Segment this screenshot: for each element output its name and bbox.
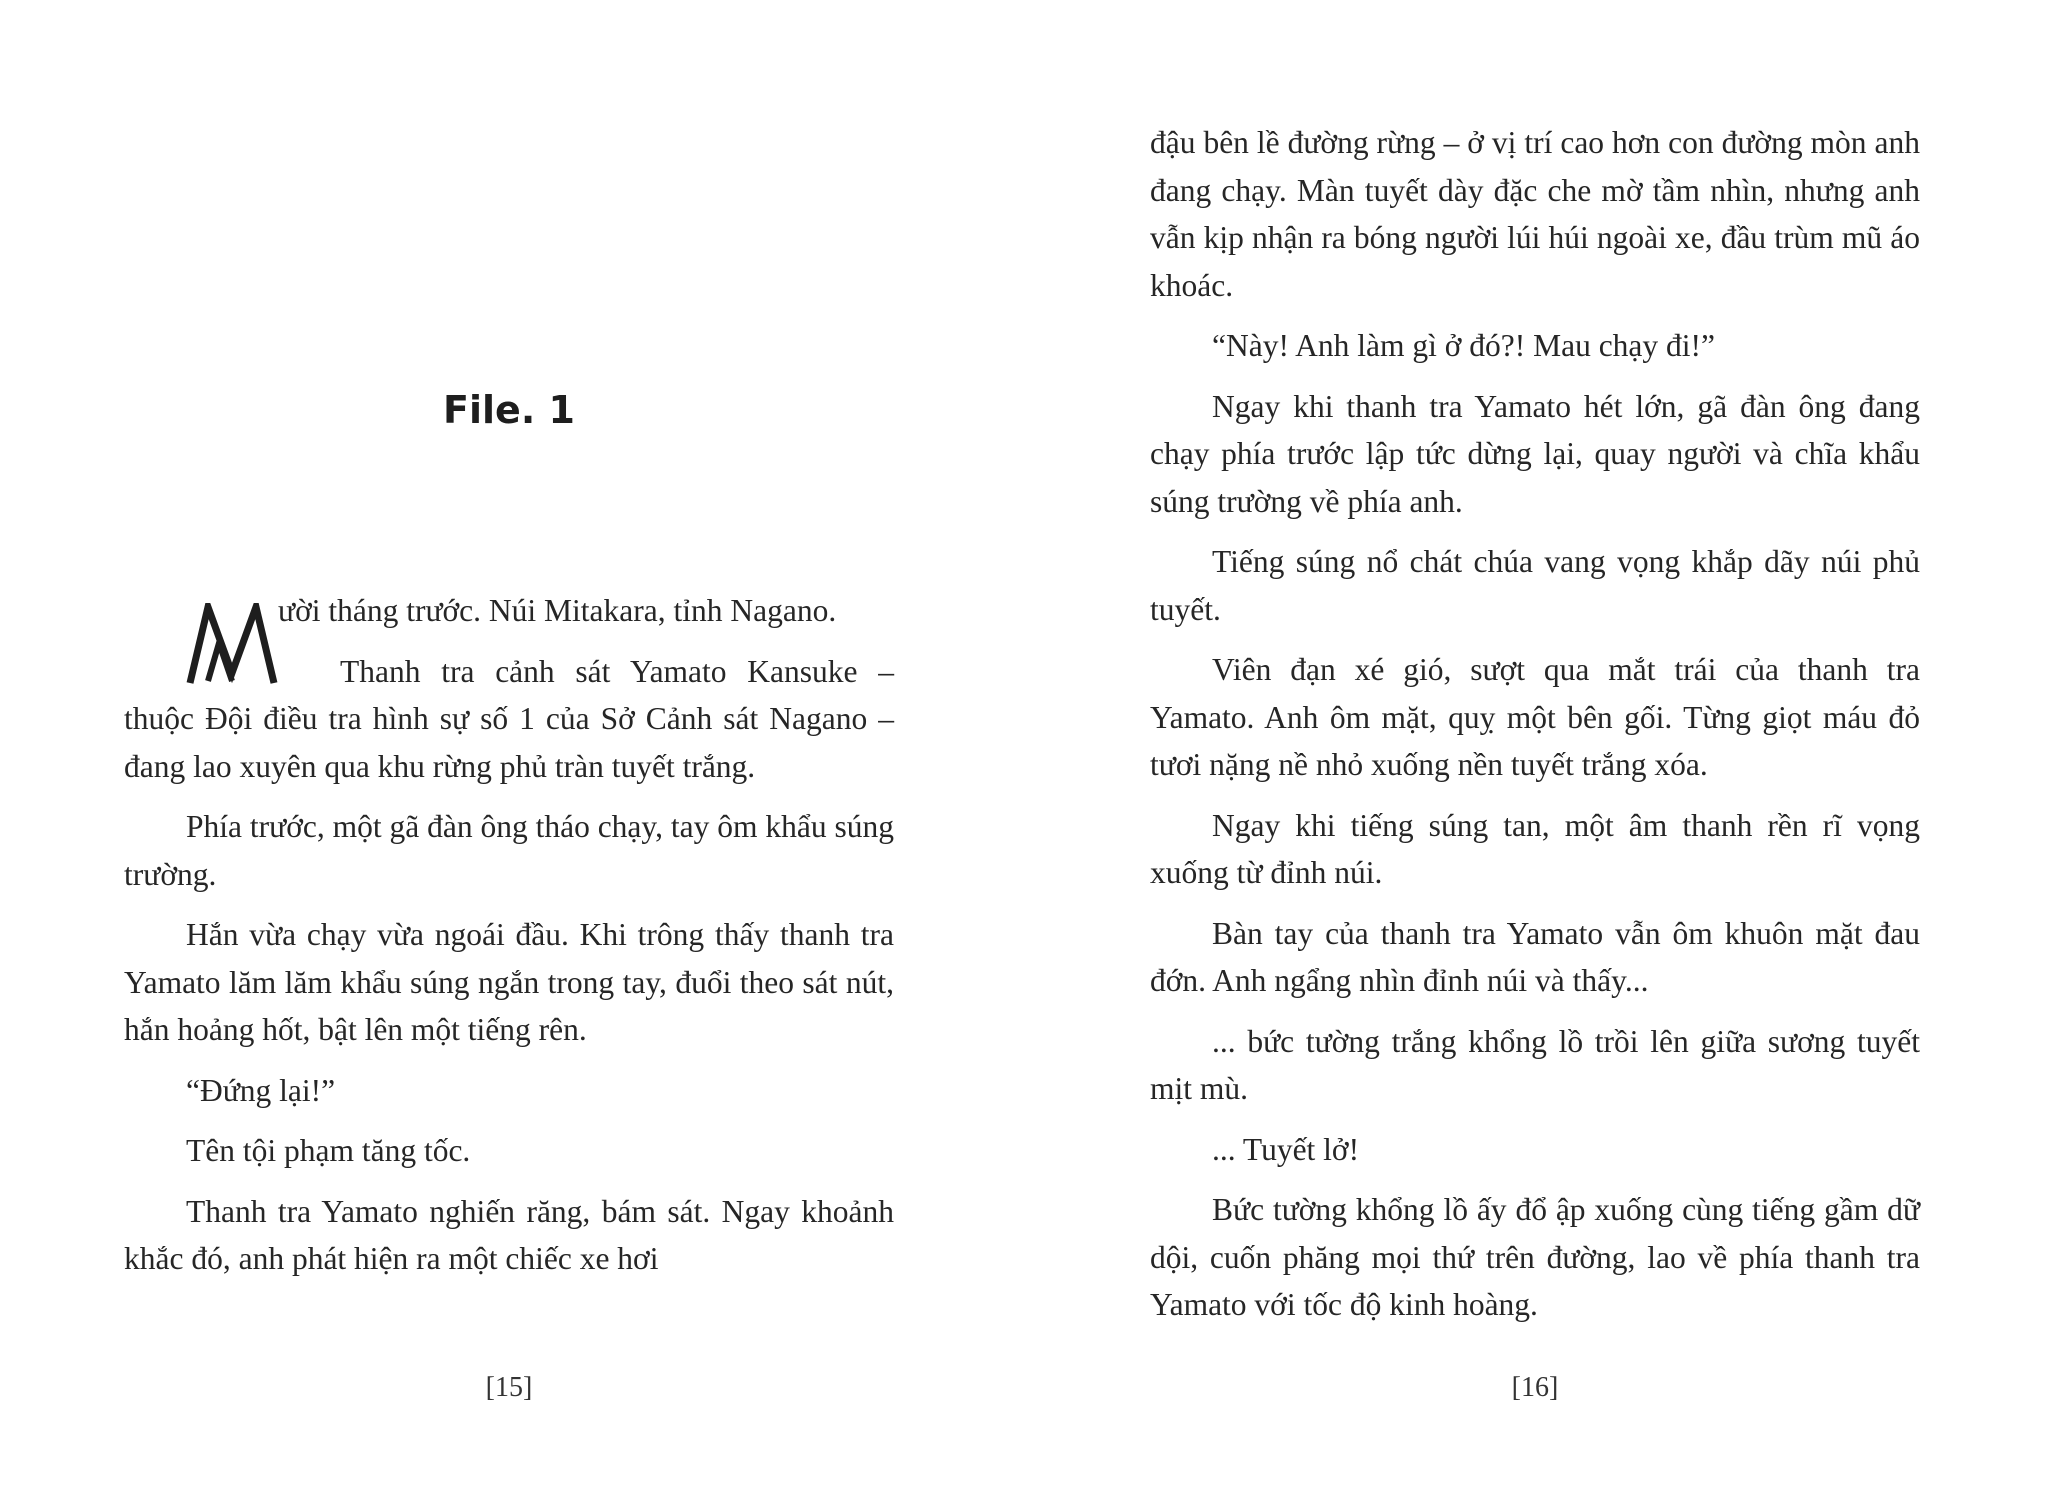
continued-paragraph: đậu bên lề đường rừng – ở vị trí cao hơn con đường mòn anh đang chạy. Màn tuyết dày đặc che mờ tầm nhìn, nhưng anh vẫn kịp nhận ra bóng người lúi húi ngoài xe, đầu trùm mũ áo khoác. <box>1150 125 1920 303</box>
paragraph: Ngay khi tiếng súng tan, một âm thanh rền rĩ vọng xuống từ đỉnh núi. <box>1150 807 1920 890</box>
paragraph: ... Tuyết lở! <box>1212 1131 1360 1167</box>
opening-text: ười tháng trước. Núi Mitakara, tỉnh Nagano. <box>278 593 837 628</box>
dropcap-m <box>186 603 278 685</box>
paragraph: Bức tường khổng lồ ấy đổ ập xuống cùng tiếng gầm dữ dội, cuốn phăng mọi thứ trên đường, lao về phía thanh tra Yamato với tốc độ kinh hoàng. <box>1150 1192 1920 1322</box>
paragraph: Viên đạn xé gió, sượt qua mắt trái của thanh tra Yamato. Anh ôm mặt, quỵ một bên gối. Từng giọt máu đỏ tươi nặng nề nhỏ xuống nền tuyết trắng xóa. <box>1150 652 1920 782</box>
paragraph: Thanh tra cảnh sát Yamato Kansuke – thuộc Đội điều tra hình sự số 1 của Sở Cảnh sát Nagano – đang lao xuyên qua khu rừng phủ tràn tuyết trắng. <box>124 653 894 784</box>
right-page <box>1150 0 1920 1485</box>
paragraph: Ngay khi thanh tra Yamato hét lớn, gã đàn ông đang chạy phía trước lập tức dừng lại, quay người và chĩa khẩu súng trường về phía anh. <box>1150 388 1920 519</box>
paragraph: Phía trước, một gã đàn ông tháo chạy, tay ôm khẩu súng trường. <box>124 809 894 892</box>
dropcap-m-glyph <box>186 603 278 685</box>
paragraph: Bàn tay của thanh tra Yamato vẫn ôm khuôn mặt đau đớn. Anh ngẩng nhìn đỉnh núi và thấy... <box>1150 915 1920 998</box>
opening-paragraph <box>124 587 894 635</box>
paragraph: Tên tội phạm tăng tốc. <box>186 1133 471 1168</box>
paragraph: ... bức tường trắng khổng lồ trồi lên giữa sương tuyết mịt mù. <box>1150 1023 1920 1106</box>
chapter-title: File. 1 <box>443 388 575 432</box>
paragraph: Hắn vừa chạy vừa ngoái đầu. Khi trông thấy thanh tra Yamato lăm lăm khẩu súng ngắn trong tay, đuổi theo sát nút, hắn hoảng hốt, bật lên một tiếng rên. <box>124 917 894 1047</box>
left-page <box>124 0 894 1485</box>
paragraph: Thanh tra Yamato nghiến răng, bám sát. Ngay khoảnh khắc đó, anh phát hiện ra một chiếc xe hơi <box>124 1193 894 1276</box>
paragraph: “Đứng lại!” <box>186 1072 336 1108</box>
page-number-right: [16] <box>1511 1372 1559 1403</box>
left-page-body <box>124 587 894 1296</box>
paragraph: “Này! Anh làm gì ở đó?! Mau chạy đi!” <box>1212 328 1716 363</box>
right-page-body <box>1150 119 1920 1342</box>
paragraph: Tiếng súng nổ chát chúa vang vọng khắp dãy núi phủ tuyết. <box>1150 544 1920 627</box>
page-number-left: [15] <box>485 1372 533 1403</box>
